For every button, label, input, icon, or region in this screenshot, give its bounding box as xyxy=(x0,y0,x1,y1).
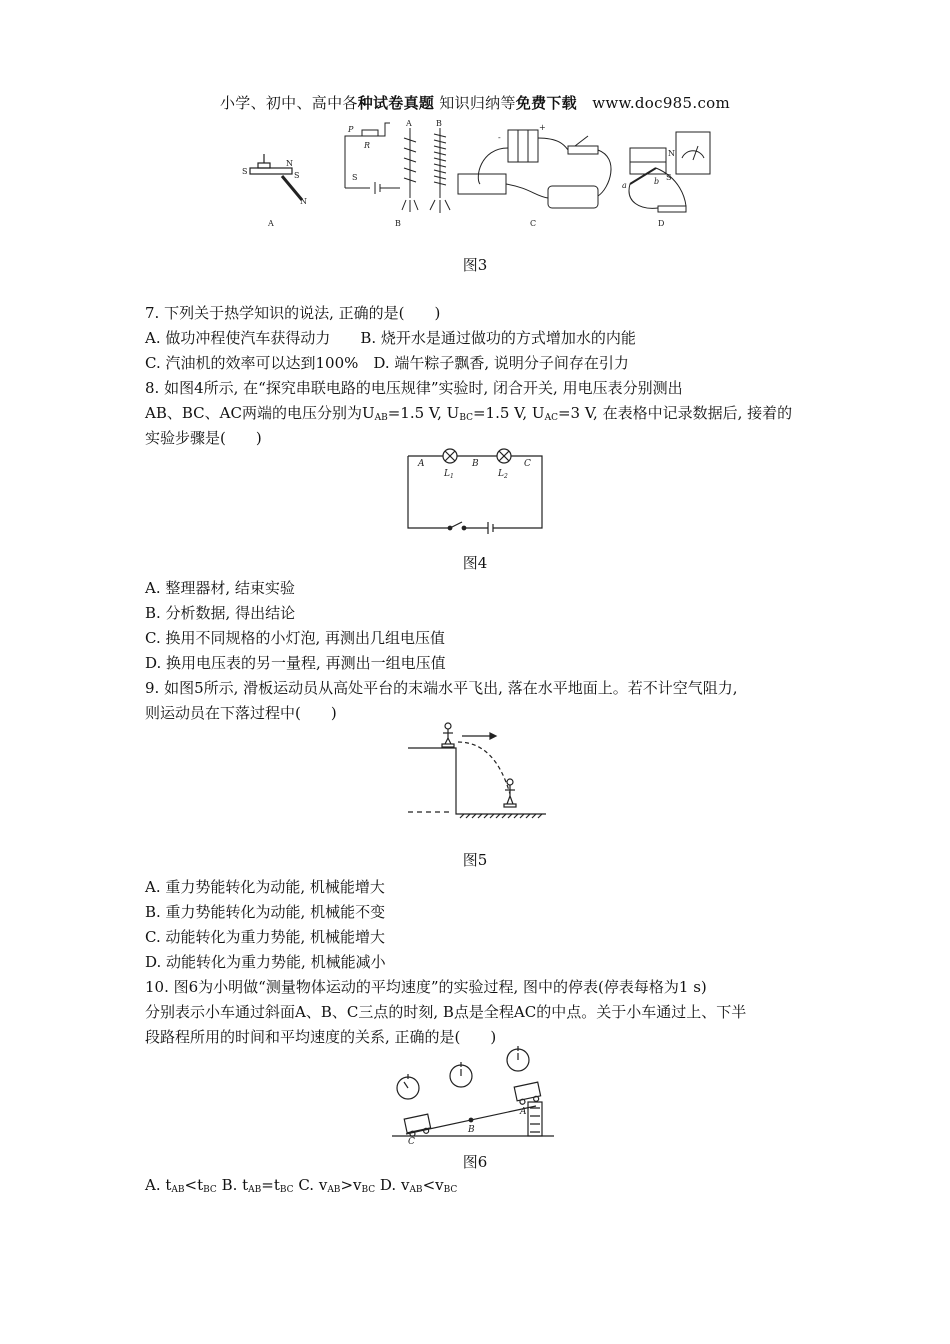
fig3-label-a3: a xyxy=(622,181,627,190)
q8-option-d: D. 换用电压表的另一量程, 再测出一组电压值 xyxy=(145,654,446,672)
q10-sub: BC xyxy=(361,1185,376,1195)
figure-6-incline xyxy=(388,1042,558,1144)
fig3-label-n2: N xyxy=(300,197,307,206)
q8-text: =1.5 V, U xyxy=(387,404,460,422)
figure-4-caption: 图4 xyxy=(462,554,488,572)
q7-options-cd: C. 汽油机的效率可以达到100% D. 端午粽子飘香, 说明分子间存在引力 xyxy=(145,354,629,372)
figure-3-caption: 图3 xyxy=(462,256,488,274)
fig3-label-p: P xyxy=(348,125,354,134)
fig3-label-minus: - xyxy=(498,133,501,142)
fig3-label-s: S xyxy=(242,167,248,176)
fig4-l1-main: L xyxy=(444,469,450,479)
header-text: 小学、初中、高中各 xyxy=(219,94,358,112)
fig3-label-c: C xyxy=(530,219,537,228)
q8-stem-line1: 8. 如图4所示, 在“探究串联电路的电压规律”实验时, 闭合开关, 用电压表分别测出 xyxy=(145,379,683,397)
q9-option-b: B. 重力势能转化为动能, 机械能不变 xyxy=(145,903,386,921)
q8-text: AB、BC、AC两端的电压分别为U xyxy=(145,404,375,422)
fig6-label-b: B xyxy=(468,1125,475,1135)
q8-option-b: B. 分析数据, 得出结论 xyxy=(145,604,296,622)
q10-stem-line1: 10. 图6为小明做“测量物体运动的平均速度”的实验过程, 图中的停表(停表每格为1 s) xyxy=(145,978,707,996)
q9-option-d: D. 动能转化为重力势能, 机械能减小 xyxy=(145,953,386,971)
q8-text: =3 V, 在表格中记录数据后, 接着的 xyxy=(557,404,793,422)
header-bold: 免费下载 xyxy=(515,94,577,112)
fig4-l2-main: L xyxy=(498,469,504,479)
q10-opt-text: <t xyxy=(184,1176,204,1194)
q10-sub: AB xyxy=(327,1185,341,1195)
fig3-label-b2: B xyxy=(436,119,442,128)
fig3-label-r: R xyxy=(364,141,371,150)
fig4-label-b: B xyxy=(472,459,479,469)
q8-text: =1.5 V, U xyxy=(472,404,545,422)
fig3-label-n: N xyxy=(286,159,293,168)
q10-sub: BC xyxy=(443,1185,458,1195)
q8-sub: BC xyxy=(459,413,473,423)
fig3-label-s3: S xyxy=(352,173,358,182)
fig4-label-l2 xyxy=(497,469,508,480)
q10-opt-text: B. t xyxy=(216,1176,249,1194)
fig3-panel-a xyxy=(242,154,307,228)
figure-3 xyxy=(230,118,720,233)
fig3-label-a: A xyxy=(268,219,274,228)
fig3-panel-d xyxy=(622,132,710,228)
fig6-label-a: A xyxy=(520,1107,527,1117)
q9-stem-line2: 则运动员在下落过程中( ) xyxy=(145,704,337,722)
header-url[interactable]: www.doc985.com xyxy=(592,94,730,112)
q8-option-c: C. 换用不同规格的小灯泡, 再测出几组电压值 xyxy=(145,629,446,647)
q10-opt-text: >v xyxy=(340,1176,362,1194)
figure-4-circuit xyxy=(400,444,550,536)
q10-stem-line2: 分别表示小车通过斜面A、B、C三点的时刻, B点是全程AC的中点。关于小车通过上、下半 xyxy=(145,1003,747,1021)
fig3-label-b: B xyxy=(395,219,401,228)
fig3-label-n3: N xyxy=(668,149,675,158)
figure-5-skier xyxy=(400,716,550,826)
q9-option-a: A. 重力势能转化为动能, 机械能增大 xyxy=(145,878,385,896)
figure-5-caption: 图5 xyxy=(462,851,488,869)
fig4-label-a: A xyxy=(418,459,425,469)
fig6-label-c: C xyxy=(408,1137,415,1144)
fig3-label-s4: S xyxy=(666,173,672,182)
figure-6-caption: 图6 xyxy=(462,1153,488,1171)
q8-stem-line2 xyxy=(145,402,792,423)
header-bold: 种试卷真题 xyxy=(357,94,435,112)
q8-stem-line3: 实验步骤是( ) xyxy=(145,429,262,447)
q10-opt-text: <v xyxy=(422,1176,444,1194)
q10-sub: AB xyxy=(171,1185,185,1195)
q10-opt-text: D. v xyxy=(375,1176,410,1194)
q10-opt-text: A. t xyxy=(145,1176,172,1194)
q10-sub: BC xyxy=(203,1185,217,1195)
fig4-l2-sub: 2 xyxy=(503,473,508,480)
q10-opt-text: =t xyxy=(261,1176,280,1194)
q10-options xyxy=(145,1176,457,1195)
fig4-label-l1 xyxy=(443,469,454,480)
q7-stem: 7. 下列关于热学知识的说法, 正确的是( ) xyxy=(145,304,441,322)
q9-option-c: C. 动能转化为重力势能, 机械能增大 xyxy=(145,928,386,946)
fig3-label-plus: + xyxy=(539,123,546,132)
q7-options-ab: A. 做功冲程使汽车获得动力 B. 烧开水是通过做功的方式增加水的内能 xyxy=(145,329,636,347)
fig3-panel-c xyxy=(458,123,611,228)
q8-option-a: A. 整理器材, 结束实验 xyxy=(145,579,295,597)
q8-sub: AC xyxy=(544,413,558,423)
q10-sub: AB xyxy=(409,1185,423,1195)
q10-sub: AB xyxy=(248,1185,262,1195)
fig3-label-d: D xyxy=(658,219,665,228)
q8-sub: AB xyxy=(374,413,388,423)
fig4-l1-sub: 1 xyxy=(449,473,454,480)
fig3-label-s2: S xyxy=(294,171,300,180)
fig4-label-c: C xyxy=(524,459,531,469)
header-text: 知识归纳等 xyxy=(434,94,516,112)
q9-stem-line1: 9. 如图5所示, 滑板运动员从高处平台的末端水平飞出, 落在水平地面上。若不计空气阻力, xyxy=(145,679,738,697)
fig3-label-a2: A xyxy=(406,119,412,128)
q10-sub: BC xyxy=(279,1185,294,1195)
q10-stem-line3: 段路程所用的时间和平均速度的关系, 正确的是( ) xyxy=(145,1028,497,1046)
fig3-label-b3: b xyxy=(654,177,660,186)
page-header xyxy=(0,92,950,113)
q10-opt-text: C. v xyxy=(293,1176,328,1194)
fig3-panel-b xyxy=(345,119,450,228)
